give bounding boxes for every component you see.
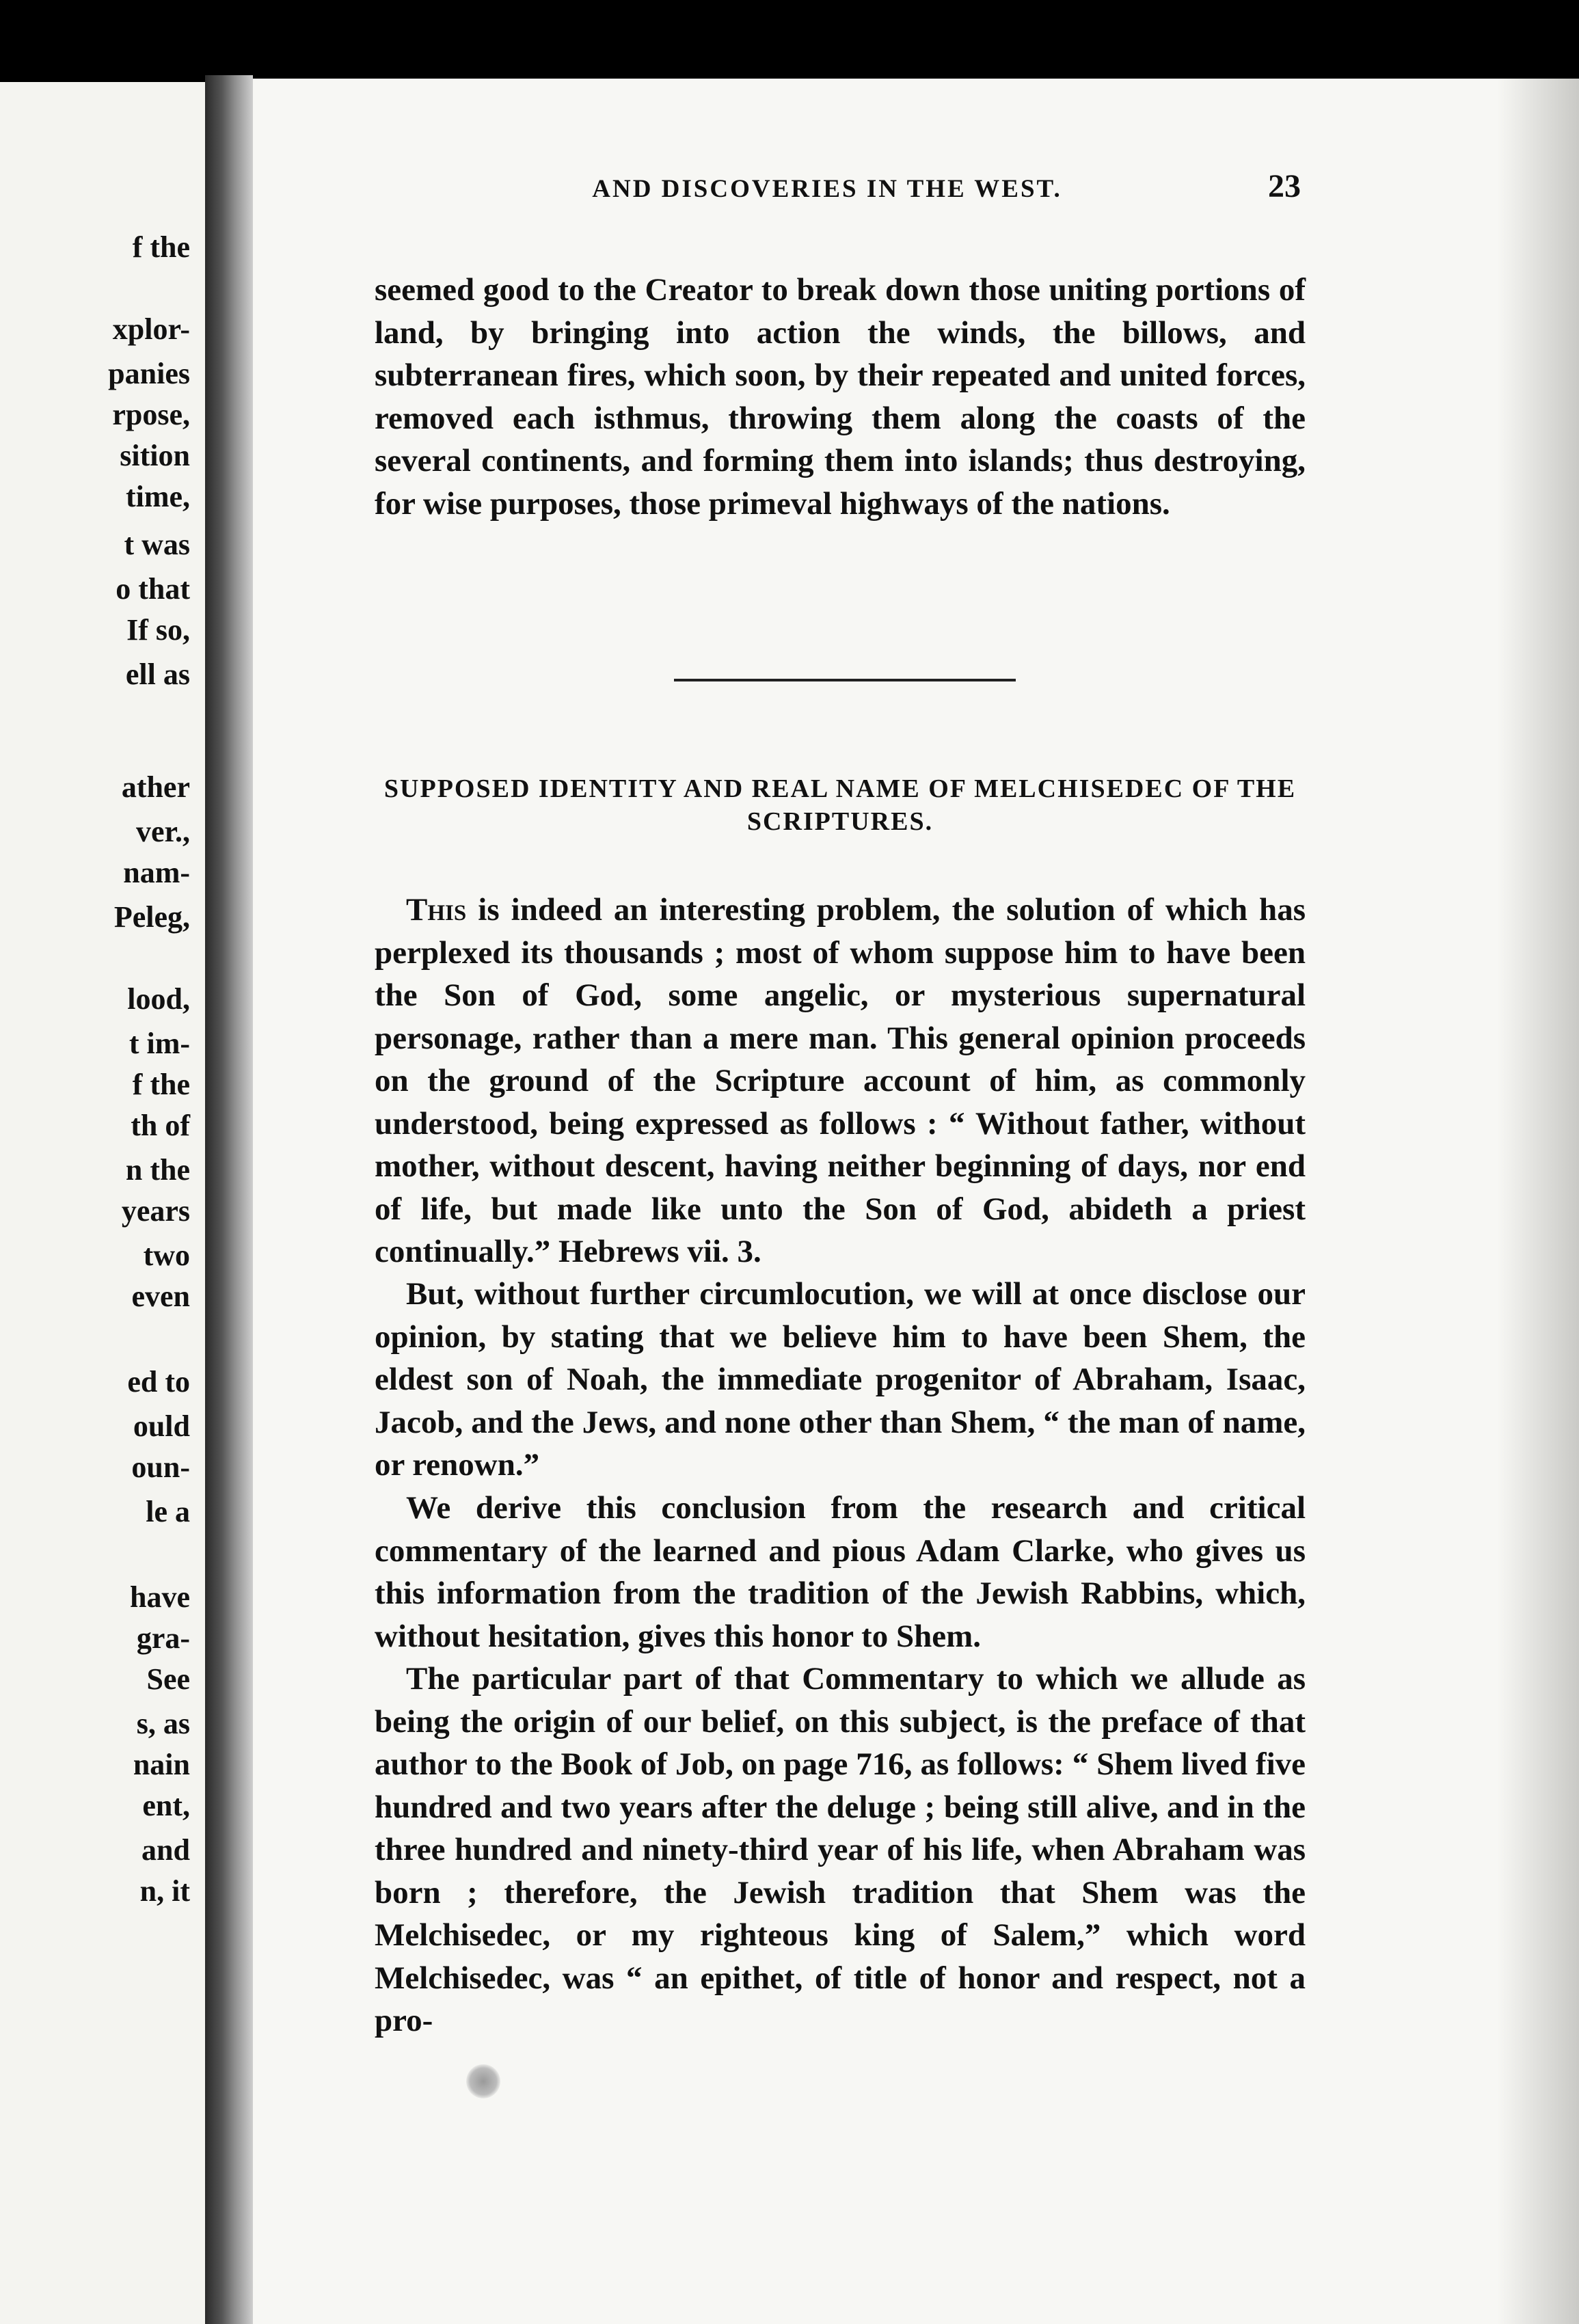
opening-paragraph bbox=[375, 269, 1306, 525]
page-number: 23 bbox=[1268, 168, 1301, 204]
left-page-line-fragment: years bbox=[121, 1194, 190, 1228]
left-page-line-fragment: le a bbox=[146, 1495, 190, 1528]
left-page-line-fragment: n the bbox=[125, 1153, 190, 1187]
left-page-line-fragment: If so, bbox=[126, 613, 190, 647]
left-page-line-fragment: and bbox=[141, 1833, 190, 1867]
paragraph-4 bbox=[375, 1658, 1306, 2042]
left-facing-page bbox=[0, 82, 205, 2324]
left-page-line-fragment: t im- bbox=[129, 1027, 190, 1060]
opening-paragraph-text: seemed good to the Creator to break down those uniting portions of land, by bringing into action the winds, the billows, and subterranean fires, which soon, by their repeated and united forces, removed each isthmus, throwing them along the coasts of the several continents, and forming them into islands; thus destroying, for wise purposes, those primeval highways of the nations. bbox=[375, 272, 1306, 522]
left-page-line-fragment: n, it bbox=[139, 1874, 190, 1908]
left-page-line-fragment: s, as bbox=[136, 1707, 190, 1740]
paragraph-1-lead: This bbox=[406, 892, 467, 928]
left-page-line-fragment: xplor- bbox=[112, 312, 190, 346]
paragraph-1-text: is indeed an interesting problem, the solution of which has perplexed its thousands ; most of whom suppose him to have been the Son of God, some angelic, or mysterious supernatural personage, rather than a mere man. This general opinion proceeds on the ground of the Scripture account of him, as commonly understood, being expressed as follows : “ Without father, without mother, without descent, having neither beginning of days, nor end of life, but made like unto the Son of God, abideth a priest continually.” Hebrews vii. 3. bbox=[375, 892, 1306, 1269]
left-page-line-fragment: nam- bbox=[123, 856, 190, 889]
paragraph-1 bbox=[375, 889, 1306, 1273]
ink-blot bbox=[466, 2064, 500, 2098]
running-head: AND DISCOVERIES IN THE WEST. bbox=[592, 175, 1062, 203]
paragraph-4-text: The particular part of that Commentary to which we allude as being the origin of our belief, on this subject, is the preface of that author to the Book of Job, on page 716, as follows: “ Shem lived five hundred and two years after the deluge ; being still alive, and in the three hundred and ninety-third year of his life, when Abraham was born ; therefore, the Jewish tradition that Shem was the Melchisedec, or my righteous king of Salem,” which word Melchisedec, was “ an epithet, of title of honor and respect, not a pro- bbox=[375, 1661, 1306, 2038]
left-page-line-fragment: even bbox=[131, 1280, 190, 1313]
left-page-line-fragment: See bbox=[146, 1662, 190, 1696]
left-page-line-fragment: f the bbox=[132, 230, 190, 264]
left-page-line-fragment: ather bbox=[121, 770, 190, 804]
left-page-line-fragment: ed to bbox=[127, 1365, 190, 1399]
left-page-line-fragment: rpose, bbox=[112, 398, 190, 431]
left-page-line-fragment: ver., bbox=[135, 815, 190, 848]
left-page-line-fragment: ent, bbox=[142, 1789, 190, 1822]
left-page-line-fragment: lood, bbox=[127, 982, 190, 1016]
paragraph-3-text: We derive this conclusion from the research and critical commentary of the learned and pious Adam Clarke, who gives us this information from the tradition of the Jewish Rabbins, which, without hesitation, gives this honor to Shem. bbox=[375, 1490, 1306, 1654]
left-page-line-fragment: time, bbox=[125, 480, 190, 513]
left-page-line-fragment: have bbox=[130, 1580, 190, 1614]
paragraph-2-text: But, without further circumlocution, we will at once disclose our opinion, by stating that we believe him to have been Shem, the eldest son of Noah, the immediate progenitor of Abraham, Isaac, Jacob, and the Jews, and none other than Shem, “ the man of name, or renown.” bbox=[375, 1276, 1306, 1483]
left-page-line-fragment: ell as bbox=[125, 658, 190, 691]
left-page-line-fragment: th of bbox=[131, 1109, 190, 1142]
left-page-line-fragment: two bbox=[143, 1239, 190, 1272]
paragraph-2 bbox=[375, 1273, 1306, 1487]
left-page-line-fragment: o that bbox=[116, 572, 190, 606]
section-divider-rule bbox=[674, 679, 1016, 681]
left-page-line-fragment: oun- bbox=[131, 1450, 190, 1484]
left-page-line-fragment: nain bbox=[133, 1748, 190, 1781]
left-page-line-fragment: sition bbox=[120, 439, 190, 472]
left-page-line-fragment: gra- bbox=[136, 1621, 190, 1655]
left-page-line-fragment: t was bbox=[124, 528, 190, 561]
left-page-line-fragment: Peleg, bbox=[113, 900, 190, 934]
section-heading: SUPPOSED IDENTITY AND REAL NAME OF MELCHISEDEC OF THE SCRIPTURES. bbox=[383, 774, 1297, 836]
left-page-line-fragment: panies bbox=[108, 357, 190, 390]
left-page-line-fragment: ould bbox=[133, 1409, 190, 1443]
paragraph-3 bbox=[375, 1487, 1306, 1658]
book-gutter bbox=[205, 75, 253, 2324]
page-edge-shadow bbox=[1497, 79, 1579, 2324]
left-page-line-fragment: f the bbox=[132, 1068, 190, 1101]
